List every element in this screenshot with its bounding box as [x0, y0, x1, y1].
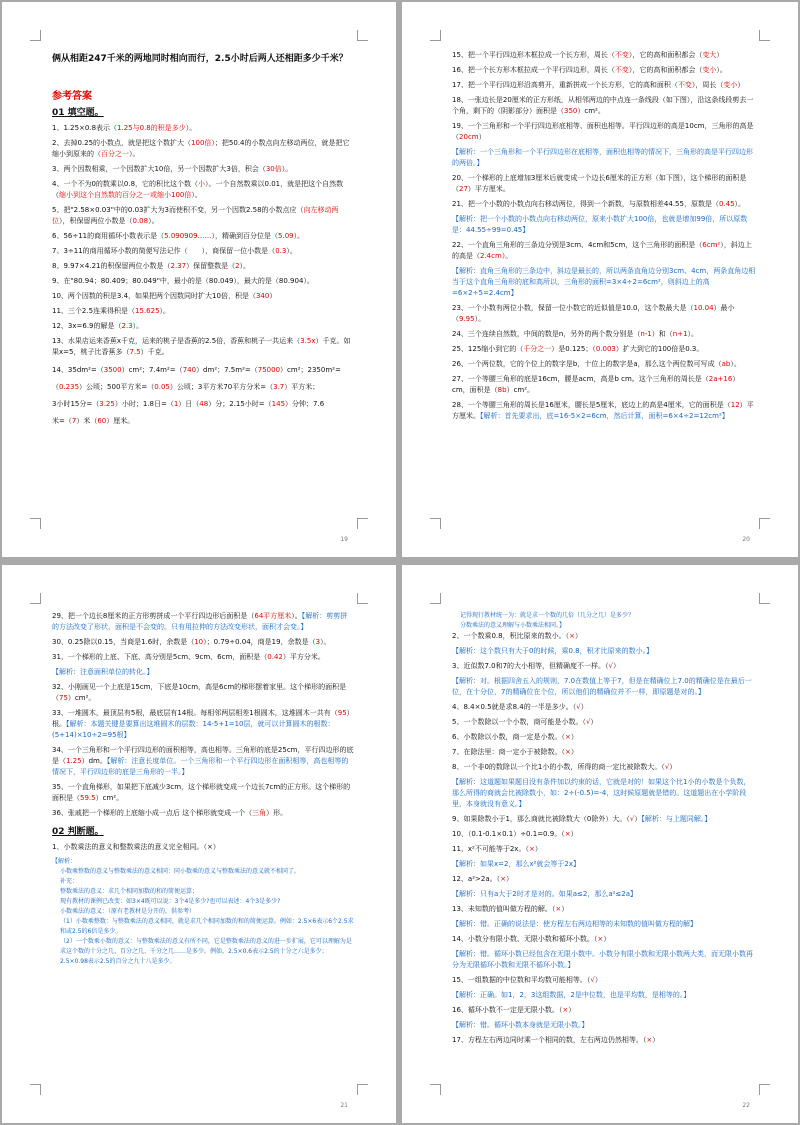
question-item: 24、三个连续自然数，中间的数是n，另外的两个数分别是（n-1）和（n+1）。	[452, 330, 699, 338]
analysis-line: （1）小数乘整数：与整数乘法的意义相同，就是求几个相同加数的和的简便运算。例如：2.5×6表示6个2.5求和或2.5的6倍是多少。	[60, 918, 354, 935]
crop-mark	[30, 518, 41, 529]
question-item: 6、小数除以小数，商一定是小数。（×）	[452, 733, 578, 741]
analysis-label: 【解析：	[52, 858, 77, 865]
question-item: 1、1.25×0.8表示（1.25与0.8的积是多少）。	[52, 124, 197, 132]
question-item: 30、0.25除以0.15，当商是1.6时，余数是（10）；0.79÷0.04，商是19，余数是（3）。	[52, 638, 331, 646]
analysis-note: 【解析：正确。如1，2，3这组数据，2是中位数，也是平均数，是相等的。】	[452, 991, 691, 999]
question-item: 3、近似数7.0和7的大小相等，但精确度不一样。（√）	[452, 662, 621, 670]
page-number: 19	[340, 536, 348, 543]
page-number: 20	[742, 536, 750, 543]
question-item: 35、一个直角梯形，如果把下底减少3cm，这个梯形就变成一个边长7cm的正方形。这个梯形的面积是（59.5）cm²。	[52, 783, 351, 802]
analysis-line: （2）一个数乘小数的意义：与整数乘法的意义有所不同，它是整数乘法的意义的进一步扩展，它可以理解为是求这个数的十分之几、百分之几、千分之几……是多少。例如，2.5×0.6表示2.5的十分之六是多少；2.5×0.98表示2.5的百分之九十八是多少。	[60, 938, 352, 965]
question-item: 5、把"2.58×0.03"中的0.03扩大为3而使积不变，另一个因数2.58的小数点应（向左移动两位），积保留两位小数是（0.08）。	[52, 206, 339, 225]
page-number: 21	[340, 1102, 348, 1109]
section-heading: 01 填空题。	[52, 108, 104, 118]
crop-mark	[357, 593, 368, 604]
crop-mark	[759, 1084, 770, 1095]
section-heading: 02 判断题。	[52, 827, 104, 837]
question-item: 16、把一个长方形木框拉成一个平行四边形，周长（不变），它的高和面积都会（变小）。	[452, 66, 727, 74]
question-item: 34、一个三角形和一个平行四边形的面积相等，高也相等。三角形的底是25cm，平行四边形的底是（1.25）dm。【解析：注意长度单位。一个三角形和一个平行四边形在面积相等，高也相等的情况下，平行四边形的底是三角形的一半。】	[52, 746, 354, 776]
question-item: 9、如果除数小于1，那么商就比被除数大（0除外）大。（√）【解析：与上题同解。】	[452, 815, 712, 823]
question-item: 12、3x=6.9的解是（2.3）。	[52, 322, 144, 330]
analysis-line: 小数乘整数的意义与整数乘法的意义相同：同小数乘的意义与整数乘法的意义就不相同了。	[60, 868, 301, 875]
crop-mark	[30, 1084, 41, 1095]
crop-mark	[759, 30, 770, 41]
analysis-note: 【解析：只有a大于2时才是对的。如果a≤2，那么a²≤2a】	[452, 890, 638, 898]
question-item: 36、张戚把一个梯形的上底缩小成一点后 这个梯形就变成一个（三角）形。	[52, 809, 288, 817]
question-item: 33、一堆圆木，最顶层有5根，最底层有14根。每相邻两层相差1根圆木，这堆圆木一共有（95）根。【解析：本题关键是要算出这堆圆木的层数：14-5+1=10层，就可以计算圆木的根数：(5+14)×10÷2=95根】	[52, 709, 354, 739]
crop-mark	[30, 593, 41, 604]
question-item: 11、x²不可能等于2x。（×）	[452, 845, 542, 853]
crop-mark	[430, 30, 441, 41]
crop-mark	[357, 518, 368, 529]
question-item: 7、3÷11的商用循环小数的简便写法记作（ ），商保留一位小数是（0.3）。	[52, 247, 297, 255]
question-item: 6、56÷11的商用循环小数表示是（5.090909……），精确到百分位是（5.09）。	[52, 232, 305, 240]
document-page-21	[2, 565, 396, 1123]
crop-mark	[759, 593, 770, 604]
question-item: 25、125缩小到它的（千分之一）是0.125；（0.003）扩大到它的100倍是0.3。	[452, 345, 704, 353]
question-item: 17、把一个平行四边形沿高剪开，重新拼成一个长方形，它的高和面积（不变），周长（变小）	[452, 81, 745, 89]
question-item: 2、去掉0.25的小数点，就是把这个数扩大（100倍）；把50.4的小数点向左移动两位，就是把它缩小到原来的（百分之一）。	[52, 139, 350, 158]
analysis-note: 【解析：直角三角形的三条边中，斜边是最长的，所以两条直角边分别3cm、4cm，两条直角边相当于这个直角三角形的底和高所以，三角形的面积=3×4÷2=6cm²，则斜边上的高=6×2÷5=2.4cm】	[452, 267, 756, 297]
analysis-note: 【解析：对。根据四舍五入的规则，7.0在数值上等于7，但是在精确位上7.0的精确位是在最后一位，在十分位，7的精确位在个位，所以他们的精确位并不一样，即原题是对的。】	[452, 677, 752, 696]
analysis-note: 【解析：错。循环小数本身就是无限小数。】	[452, 1021, 589, 1029]
analysis-note: 【解析：错。循环小数已经包含在无限小数中。小数分有限小数和无限小数两大类，而无限小数再分为无限循环小数和无限不循环小数。】	[452, 950, 753, 969]
question-item: 5、一个数除以一个小数，商可能是小数。（√）	[452, 718, 598, 726]
question-item: 23、一个小数有两位小数，保留一位小数它的近似值是10.0，这个数最大是（10.04）最小（9.95）。	[452, 304, 735, 323]
document-page-20	[402, 2, 798, 557]
page-number: 22	[742, 1102, 750, 1109]
question-item: 8、9.97×4.21的积保留两位小数是（2.37）保留整数是（2）。	[52, 262, 251, 270]
question-item: 17、方程左右两边同时乘一个相同的数，左右两边仍然相等。（×）	[452, 1036, 660, 1044]
analysis-note: 【解析：注意面积单位的转化。】	[52, 668, 154, 676]
question-item: 22、一个直角三角形的三条边分别是3cm、4cm和5cm，这个三角形的面积是（6cm²），斜边上的高是（2.4cm）。	[452, 241, 752, 260]
judge-item-1: 1、小数乘法的意义和整数乘法的意义完全相同。（×）	[52, 843, 220, 851]
question-item: 19、一个三角形和一个平行四边形底相等、面积也相等。平行四边形的高是10cm，三角形的高是（20cm）	[452, 122, 754, 141]
question-item: 15、一组数据的中位数和平均数可能相等。（√）	[452, 976, 602, 984]
question-item: 29、把一个边长8厘米的正方形剪拼成一个平行四边形后面积是（64平方厘米）。【解析：剪剪拼的方法改变了形状，面积是不会变的。只有用拉伸的方法改变形状，面积才会变。】	[52, 612, 348, 631]
question-14: 14、35dm²=（3500）cm²；7.4m²=（740）dm²；7.5m²=（75000）cm²；2350m²= （0.235）公顷；500平方米=（0.05）公顷；3平方米70平方分米=（3.7）平方米； 3小时15分=（3.25）小时；1.8日=（1）日（48）分；2.15小时=（145）分钟；7.6 米=（7）米（60）厘米。	[52, 366, 341, 425]
question-item: 32、小刚画见一个上底是15cm，下底是10cm，高是6cm的梯形摆着家里。这个梯形的面积是（75）cm²。	[52, 683, 347, 702]
question-item: 3、两个因数相乘，一个因数扩大10倍，另一个因数扩大3倍，积会（30倍）。	[52, 165, 293, 173]
question-item: 16、循环小数不一定是无限小数。（×）	[452, 1006, 576, 1014]
document-page-22	[402, 565, 798, 1123]
question-item: 12、a²>2a。（×）	[452, 875, 513, 883]
question-item: 31、一个梯形的上底、下底、高分别是5cm、9cm、6cm，面积是（0.42）平方分米。	[52, 653, 325, 661]
question-item: 4、8.4×0.5就是求8.4的一半是多少。（√）	[452, 703, 588, 711]
question-item: 10、两个因数的积是3.4，如果把两个因数同时扩大10倍，积是（340）	[52, 292, 277, 300]
analysis-line: 整数乘法的意义：求几个相同加数的和的简便运算；	[60, 888, 199, 895]
question-item: 11、三个2.5连乘得积是（15.625）。	[52, 307, 171, 315]
answers-heading: 参考答案	[52, 91, 92, 102]
analysis-note: 【解析：一个三角形和一个平行四边形在底相等，面积也相等的情况下，三角形的高是平行四边形的两倍。】	[452, 148, 753, 167]
question-item: 27、一个等腰三角形的底是16cm，腰是acm，高是b cm。这个三角形的周长是（2a+16）cm，面积是（8b）cm²。	[452, 375, 740, 394]
question-item: 13、水果店运来香蕉x千克，运来的桃子是香蕉的2.5倍，香蕉和桃子一共运来（3.5x）千克。如果x=5，桃子比香蕉多（7.5）千克。	[52, 337, 351, 356]
question-item: 15、把一个平行四边形木框拉成一个长方形，周长（不变），它的高和面积都会（变大）	[452, 51, 724, 59]
analysis-note: 【解析：错。正确的说法是：使方程左右两边相等的未知数的值叫做方程的解】	[452, 920, 697, 928]
document-page-19	[2, 2, 396, 557]
analysis-line: 分数乘法的意义理解与小数乘法相同。】	[460, 622, 566, 629]
analysis-line: 小数乘法的意义：（原有老教材是分开的，供参考）	[60, 908, 196, 915]
analysis-line: 补充：	[60, 878, 79, 885]
question-item: 26、一个两位数，它的个位上的数字是b，十位上的数字是a，那么这个两位数可写成（ab）。	[452, 360, 741, 368]
analysis-note: 【解析：这道题如果题目没有条件加以约束的话，它就是对的！如果这个比1小的小数是个负数，那么所得的商就会比被除数小，如：2÷(-0.5)=-4，这时候原题就是错的。这道题出在小学阶段里，本身就没有意义。】	[452, 778, 751, 808]
question-item: 8、一个非0的数除以一个比1小的小数，所得的商一定比被除数大。（√）	[452, 763, 677, 771]
analysis-line: 现有教材的课例已改变：如3×4既可以说：3个4是多少?也可以表述：4个3是多少?	[60, 898, 281, 905]
analysis-note: 【解析：这个数只有大于0的时候，乘0.8，积才比原来的数小。】	[452, 647, 654, 655]
question-item: 14、小数分有限小数、无限小数和循环小数。（×）	[452, 935, 611, 943]
question-item: 28、一个等腰三角形的周长是16厘米，腰长是5厘米，底边上的高是4厘米，它的面积是（12）平方厘米。【解析：首先要求出，底=16-5×2=6cm，然后计算，面积=6×4÷2=12cm²】	[452, 401, 754, 420]
question-item: 10、（0.1-0.1×0.1）÷0.1=0.9。（×）	[452, 830, 578, 838]
question-item: 9、在"80.94；80.409；80.049"中，最小的是（80.049），最大的是（80.904）。	[52, 277, 314, 285]
crop-mark	[357, 1084, 368, 1095]
crop-mark	[357, 30, 368, 41]
crop-mark	[430, 1084, 441, 1095]
question-item: 7、在除法里：商一定小于被除数。（×）	[452, 748, 578, 756]
analysis-line: 记得现行教材统一为：就是求一个数的几倍（几分之几）是多少？	[460, 612, 635, 619]
crop-mark	[430, 518, 441, 529]
crop-mark	[759, 518, 770, 529]
analysis-note: 【解析：把一个小数的小数点向右移动两位，原来小数扩大100倍，也就是增加99倍，所以原数是：44.55÷99=0.45】	[452, 215, 748, 234]
question-item: 18、一张边长是20厘米的正方形纸，从相邻两边的中点连一条线段（如下图），沿这条线段剪去一个角，剩下的（阴影部分）面积是（350）cm²。	[452, 96, 754, 115]
question-item: 2、一个数乘0.8，积比原来的数小。（×）	[452, 632, 582, 640]
crop-mark	[430, 593, 441, 604]
question-item: 20、一个梯形的上底增加3厘米后就变成一个边长6厘米的正方形（如下图），这个梯形的面积是（27）平方厘米。	[452, 174, 747, 193]
crop-mark	[30, 30, 41, 41]
question-item: 21、把一个小数的小数点向右移动两位，得到一个新数，与原数相差44.55，原数是（0.45）。	[452, 200, 746, 208]
word-problem: 俩从相距247千米的两地同时相向而行，2.5小时后两人还相距多少千米？	[52, 54, 348, 64]
question-item: 4、一个不为0的数乘以0.8，它的积比这个数（小）。一个自然数乘以0.01，就是把这个自然数（缩小到这个自然数的百分之一或缩小100倍）。	[52, 180, 344, 199]
analysis-note: 【解析：如果x=2，那么x²就会等于2x】	[452, 860, 581, 868]
question-item: 13、未知数的值叫做方程的解。（×）	[452, 905, 569, 913]
